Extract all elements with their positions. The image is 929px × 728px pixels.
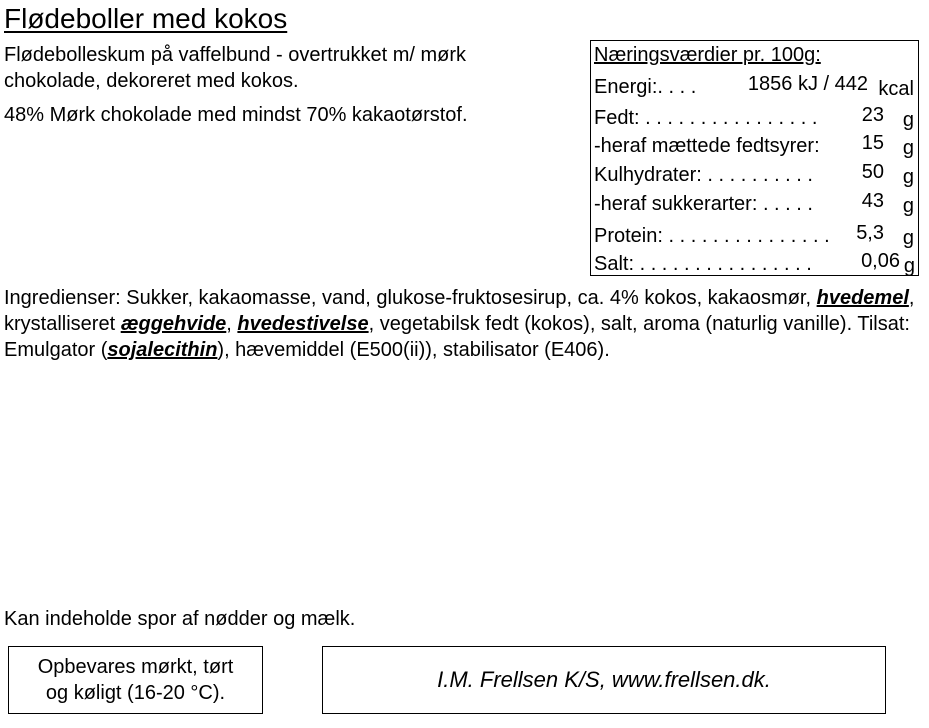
nutrition-row-salt: [591, 251, 918, 281]
storage-line-2: og køligt (16-20 °C).: [45, 682, 226, 704]
nutrition-unit: g: [902, 109, 914, 131]
nutrition-value: 15: [861, 132, 884, 154]
nutrition-header: Næringsværdier pr. 100g:: [594, 44, 821, 66]
product-title: Flødeboller med kokos: [4, 3, 288, 34]
ingredients-part: , vegetabilsk fedt (kokos), salt, aroma (naturlig vanille). Tilsat: Emulgator (: [4, 313, 910, 361]
producer-box: [322, 646, 886, 714]
nutrition-value: 0,06: [861, 250, 900, 272]
nutrition-unit: g: [903, 255, 915, 277]
nutrition-label: Energi:. . . .: [594, 76, 697, 98]
allergen-wheat-starch: hvedestivelse: [237, 313, 369, 335]
nutrition-table: [590, 40, 919, 276]
allergen-traces-note: Kan indeholde spor af nødder og mælk.: [4, 608, 356, 630]
nutrition-label: -heraf mættede fedtsyrer:: [594, 135, 820, 157]
nutrition-value: 23: [861, 104, 884, 126]
nutrition-label: Kulhydrater: . . . . . . . . . .: [594, 164, 813, 186]
nutrition-label: -heraf sukkerarter: . . . . .: [594, 193, 813, 215]
nutrition-unit: g: [902, 166, 914, 188]
ingredients-part: Ingredienser: Sukker, kakaomasse, vand, glukose-fruktosesirup, ca. 4% kokos, kakaosmør,: [4, 287, 817, 309]
nutrition-unit: g: [902, 195, 914, 217]
ingredients-part: ,: [226, 313, 238, 335]
storage-line-1: Opbevares mørkt, tørt: [37, 656, 234, 678]
allergen-soy-lecithin: sojalecithin: [107, 339, 218, 361]
nutrition-unit: g: [902, 137, 914, 159]
nutrition-unit: kcal: [878, 78, 914, 100]
ingredients-part: , krystalliseret: [4, 287, 915, 335]
producer-text: I.M. Frellsen K/S, www.frellsen.dk.: [437, 667, 771, 692]
chocolate-note: 48% Mørk chokolade med mindst 70% kakaotørstof.: [4, 104, 468, 126]
allergen-egg-white: æggehvide: [120, 313, 227, 335]
nutrition-value: 5,3: [856, 222, 884, 244]
product-description-line-1: Flødebolleskum på vaffelbund - overtrukket m/ mørk: [4, 44, 467, 66]
nutrition-row-energy: [591, 74, 918, 104]
nutrition-value: 50: [861, 161, 884, 183]
allergen-wheat-flour: hvedemel: [816, 287, 909, 309]
nutrition-unit: g: [902, 227, 914, 249]
storage-box: [8, 646, 263, 714]
ingredients-part: ), hævemiddel (E500(ii)), stabilisator (E406).: [217, 339, 610, 361]
nutrition-value: 1856 kJ / 442: [747, 73, 868, 95]
nutrition-label: Fedt: . . . . . . . . . . . . . . . .: [594, 107, 818, 129]
nutrition-label: Protein: . . . . . . . . . . . . . . .: [594, 225, 830, 247]
nutrition-label: Salt: . . . . . . . . . . . . . . . .: [594, 253, 812, 275]
nutrition-row-sugars: [591, 191, 918, 221]
product-description-line-2: chokolade, dekoreret med kokos.: [4, 70, 299, 92]
nutrition-value: 43: [861, 190, 884, 212]
ingredients-text: [4, 285, 924, 363]
